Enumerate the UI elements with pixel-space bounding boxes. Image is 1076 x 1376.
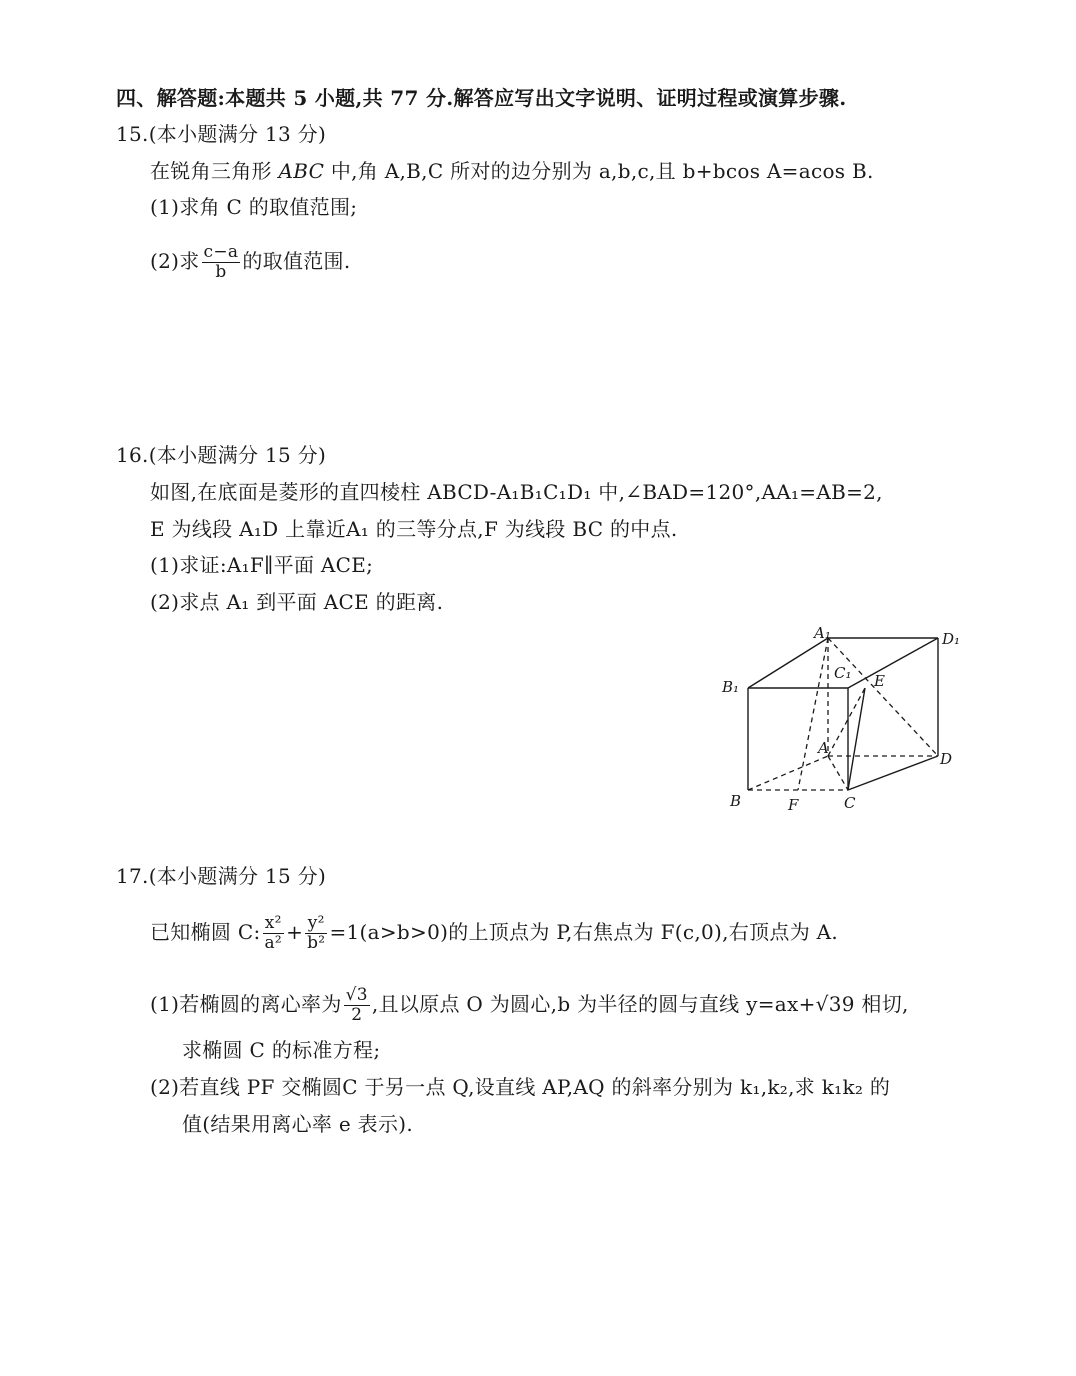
- label-a1: A₁: [814, 624, 831, 642]
- q15-stem: [150, 157, 874, 185]
- q15-part1: (1)求角 C 的取值范围;: [150, 195, 358, 219]
- q16-part1: (1)求证:A₁F∥平面 ACE;: [150, 553, 374, 577]
- section-title: 四、解答题:本题共 5 小题,共 77 分.解答应写出文字说明、证明过程或演算步骤.: [116, 86, 847, 110]
- q17-stem-prefix: 已知椭圆 C:: [150, 920, 261, 944]
- edge-c-d: [848, 756, 938, 790]
- label-c1: C₁: [834, 664, 852, 682]
- edge-a1-d: [828, 638, 938, 756]
- q17-part2-line2: 值(结果用离心率 e 表示).: [182, 1112, 414, 1136]
- q16-part2: (2)求点 A₁ 到平面 ACE 的距离.: [150, 590, 444, 614]
- q17-fraction-x: [263, 914, 285, 953]
- q17-fraction-y-denominator: b²: [307, 933, 326, 953]
- edge-a1-f: [798, 638, 828, 790]
- label-c: C: [844, 794, 856, 812]
- q17-part1-suffix: ,且以原点 O 为圆心,b 为半径的圆与直线 y=ax+√39 相切,: [371, 992, 909, 1016]
- q17-part2-line1: (2)若直线 PF 交椭圆C 于另一点 Q,设直线 AP,AQ 的斜率分别为 k₁,k₂,求 k₁k₂ 的: [150, 1075, 891, 1099]
- q17-part1: [150, 986, 909, 1025]
- q15-part2-prefix: (2)求: [150, 249, 200, 273]
- q15-part2-suffix: 的取值范围.: [242, 249, 351, 273]
- label-d: D: [940, 750, 953, 768]
- edge-a-c: [828, 756, 848, 790]
- q17-part1-prefix: (1)若椭圆的离心率为: [150, 992, 342, 1016]
- q15-part2: [150, 243, 351, 282]
- edge-c-e: [848, 688, 865, 790]
- q15-number: 15.(本小题满分 13 分): [116, 122, 327, 146]
- q17-fraction-y-numerator: y²: [305, 914, 327, 934]
- edge-b1-a1: [748, 638, 828, 688]
- q17-stem-suffix: =1(a>b>0)的上顶点为 P,右焦点为 F(c,0),右顶点为 A.: [329, 920, 839, 944]
- q15-fraction: [202, 243, 241, 282]
- q15-fraction-denominator: b: [215, 262, 227, 282]
- q15-stem-b: 中,角 A,B,C 所对的边分别为 a,b,c,且 b+bcos A=acos B.: [324, 159, 874, 183]
- q17-part1-line2: 求椭圆 C 的标准方程;: [182, 1038, 381, 1062]
- label-d1: D₁: [942, 630, 961, 648]
- label-f: F: [788, 796, 799, 814]
- q16-number: 16.(本小题满分 15 分): [116, 443, 327, 467]
- q16-stem-line1: 如图,在底面是菱形的直四棱柱 ABCD-A₁B₁C₁D₁ 中,∠BAD=120°,AA₁=AB=2,: [150, 480, 883, 504]
- q17-plus: +: [286, 920, 304, 944]
- q17-eccentricity-denominator: 2: [351, 1005, 363, 1025]
- edge-b-a: [748, 756, 828, 790]
- q16-prism-figure: [710, 618, 980, 818]
- q15-stem-abc: ABC: [278, 159, 325, 183]
- label-b: B: [730, 792, 742, 810]
- q17-eccentricity-fraction: [344, 986, 370, 1025]
- q16-stem-line2: E 为线段 A₁D 上靠近A₁ 的三等分点,F 为线段 BC 的中点.: [150, 517, 678, 541]
- label-b1: B₁: [722, 678, 740, 696]
- q15-stem-a: 在锐角三角形: [150, 159, 279, 183]
- q17-number: 17.(本小题满分 15 分): [116, 864, 327, 888]
- q17-fraction-x-numerator: x²: [263, 914, 285, 934]
- label-e: E: [874, 672, 885, 690]
- label-a: A: [818, 739, 829, 757]
- q17-eccentricity-numerator: √3: [345, 985, 368, 1005]
- q17-fraction-x-denominator: a²: [264, 933, 283, 953]
- q15-fraction-numerator: c−a: [203, 242, 239, 262]
- q17-fraction-y: [305, 914, 327, 953]
- edge-c1-d1: [848, 638, 938, 688]
- q17-stem: [150, 914, 838, 953]
